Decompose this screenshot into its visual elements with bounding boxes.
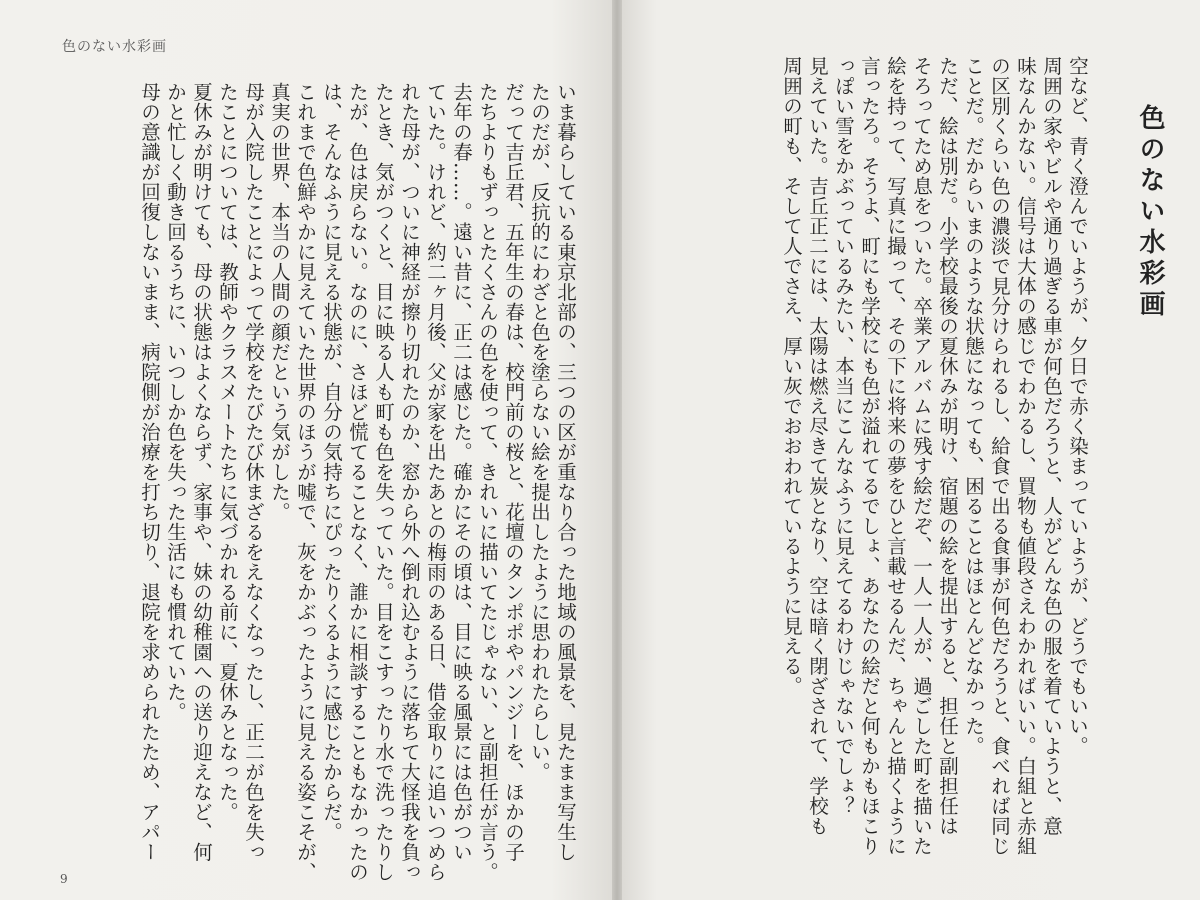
chapter-title: 色のない水彩画 [1135, 104, 1165, 321]
left-page-body [48, 82, 578, 882]
text-line: 母の意識が回復しないまま、病院側が治療を打ち切り、退院を求められたため、アパー [138, 82, 161, 862]
text-line: ただ、絵は別だ。小学校最後の夏休みが明け、宿題の絵を提出すると、担任と副担任は [936, 56, 959, 836]
text-line: たちよりもずっとたくさんの色を使って、きれいに描いてたじゃない、と副担任が言う。 [476, 82, 499, 882]
text-line: っぽい雪をかぶっているみたい、本当にこんなふうに見えてるわけじゃないでしょ？ [832, 56, 855, 816]
text-line: いま暮らしている東京北部の、三つの区が重なり合った地域の風景を、見たまま写生し [554, 82, 577, 862]
text-line: ていた。けれど、約二ヶ月後、父が家を出たあとの梅雨のある日、借金取りに追いつめら [424, 82, 447, 882]
text-line: たとき、気がつくと、目に映る人も町も色を失っていた。目をこすったり水で洗ったりし [372, 82, 395, 882]
text-line: 母が入院したことによって学校をたびたび休まざるをえなくなったし、正二が色を失っ [242, 82, 265, 862]
text-line: たのだが、反抗的にわざと色を塗らない絵を提出したように思われたらしい。 [528, 82, 551, 782]
text-line: ことだ。だからいまのような状態になっても、困ることはほとんどなかった。 [962, 56, 985, 756]
book-gutter [612, 0, 622, 900]
text-line: 絵を持って、写真に撮って、その下に将来の夢をひと言載せるんだ、ちゃんと描くように [884, 56, 907, 856]
text-line: は、そんなふうに見える状態が、自分の気持ちにぴったりくるように感じたからだ。 [320, 82, 343, 842]
text-line: 味なんかない。信号は大体の感じでわかるし、買物も値段さえわかればいい。白組と赤組 [1014, 56, 1037, 856]
running-header: 色のない水彩画 [62, 39, 167, 55]
text-line: 言ったろ。そうよ、町にも学校にも色が溢れてるでしょ、あなたの絵だと何もかもほこり [858, 56, 881, 856]
text-line: 夏休みが明けても、母の状態はよくならず、家事や、妹の幼稚園への送り迎えなど、何 [190, 82, 213, 862]
page-number: 9 [60, 872, 68, 886]
text-line: 周囲の町も、そして人でさえ、厚い灰でおおわれているように見える。 [780, 56, 803, 696]
text-line: これまで色鮮やかに見えていた世界のほうが嘘で、灰をかぶったように見える姿こそが、 [294, 82, 317, 882]
right-page-body [678, 56, 1090, 856]
text-line: 去年の春……。遠い昔に、正二は感じた。確かにその頃は、目に映る風景には色がつい [450, 82, 473, 862]
text-line: だって吉丘君、五年生の春は、校門前の桜と、花壇のタンポポやパンジーを、ほかの子 [502, 82, 525, 862]
text-line: そろってため息をついた。卒業アルバムに残す絵だぞ、一人一人が、過ごした町を描いた [910, 56, 933, 856]
text-line: 見えていた。吉丘正二には、太陽は燃え尽きて炭となり、空は暗く閉ざされて、学校も [806, 56, 829, 836]
text-line: れた母が、ついに神経が擦り切れたのか、窓から外へ倒れ込むように落ちて大怪我を負っ [398, 82, 421, 882]
text-line: 真実の世界、本当の人間の顔だという気がした。 [268, 82, 291, 522]
text-line: たが、色は戻らない。なのに、さほど慌てることなく、誰かに相談することもなかったの [346, 82, 369, 882]
text-line: 空など、青く澄んでいようが、夕日で赤く染まっていようが、どうでもいい。 [1066, 56, 1089, 756]
text-line: 周囲の家やビルや通り過ぎる車が何色だろうと、人がどんな色の服を着ていようと、意 [1040, 56, 1063, 836]
text-line: の区別くらい色の濃淡で見分けられるし、給食で出る食事が何色だろうと、食べれば同じ [988, 56, 1011, 856]
text-line: かと忙しく動き回るうちに、いつしか色を失った生活にも慣れていた。 [164, 82, 187, 722]
text-line: たことについては、教師やクラスメートたちに気づかれる前に、夏休みとなった。 [216, 82, 239, 822]
